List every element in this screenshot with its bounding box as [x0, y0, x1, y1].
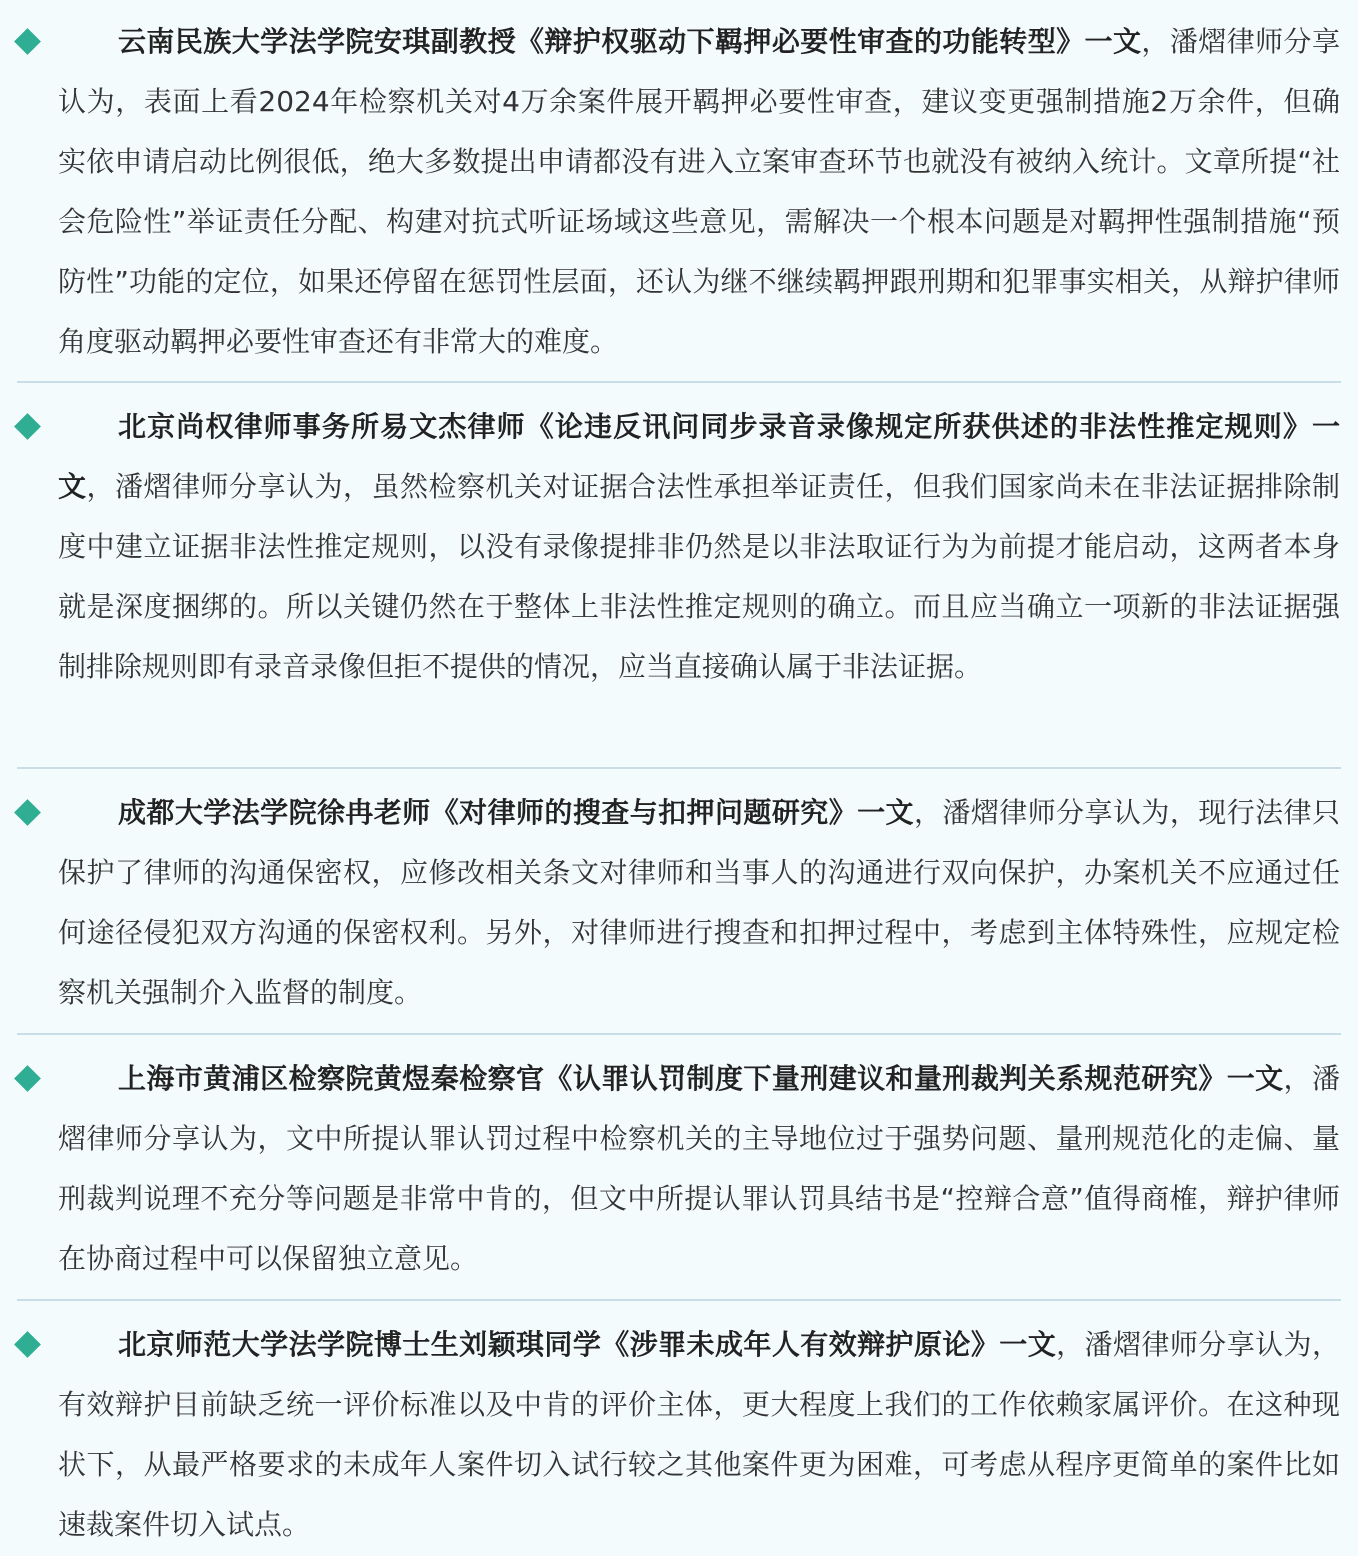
entry-paragraph: [58, 1049, 1340, 1289]
entry-body: ，潘熠律师分享认为，表面上看2024年检察机关对4万余案件展开羁押必要性审查，建议变更强制措施2万余件，但确实依申请启动比例很低，绝大多数提出申请都没有进入立案审查环节也就没有被纳入统计。文章所提“社会危险性”举证责任分配、构建对抗式听证场域这些意见，需解决一个根本问题是对羁押性强制措施“预防性”功能的定位，如果还停留在惩罚性层面，还认为继不继续羁押跟刑期和犯罪事实相关，从辩护律师角度驱动羁押必要性审查还有非常大的难度。: [58, 25, 1340, 358]
divider: [17, 1033, 1341, 1035]
entry-title: 云南民族大学法学院安琪副教授《辩护权驱动下羁押必要性审查的功能转型》一文: [118, 25, 1142, 58]
diamond-icon: [8, 1059, 46, 1097]
entry-body: ，潘熠律师分享认为，文中所提认罪认罚过程中检察机关的主导地位过于强势问题、量刑规范化的走偏、量刑裁判说理不充分等问题是非常中肯的，但文中所提认罪认罚具结书是“控辩合意”值得商榷，辩护律师在协商过程中可以保留独立意见。: [58, 1062, 1340, 1275]
divider: [17, 767, 1341, 769]
entry-body: ，潘熠律师分享认为，有效辩护目前缺乏统一评价标准以及中肯的评价主体，更大程度上我们的工作依赖家属评价。在这种现状下，从最严格要求的未成年人案件切入试行较之其他案件更为困难，可考虑从程序更简单的案件比如速裁案件切入试点。: [58, 1328, 1340, 1541]
diamond-icon: [8, 793, 46, 831]
entry-paragraph: [58, 12, 1340, 372]
diamond-icon: [8, 22, 46, 60]
entry-paragraph: [58, 1315, 1340, 1555]
diamond-icon: [8, 407, 46, 445]
diamond-icon: [8, 1325, 46, 1363]
divider: [17, 1299, 1341, 1301]
entry-paragraph: [58, 783, 1340, 1023]
entry-paragraph: [58, 397, 1340, 697]
entry-body: ，潘熠律师分享认为，虽然检察机关对证据合法性承担举证责任，但我们国家尚未在非法证据排除制度中建立证据非法性推定规则，以没有录像提排非仍然是以非法取证行为为前提才能启动，这两者本身就是深度捆绑的。所以关键仍然在于整体上非法性推定规则的确立。而且应当确立一项新的非法证据强制排除规则即有录音录像但拒不提供的情况，应当直接确认属于非法证据。: [58, 470, 1340, 683]
entry-title: 成都大学法学院徐冉老师《对律师的搜查与扣押问题研究》一文: [118, 796, 914, 829]
entry-title: 上海市黄浦区检察院黄煜秦检察官《认罪认罚制度下量刑建议和量刑裁判关系规范研究》一文: [118, 1062, 1284, 1095]
divider: [17, 381, 1341, 383]
entry-title: 北京尚权律师事务所易文杰律师《论违反讯问同步录音录像规定所获供述的非法性推定规则》一文: [58, 410, 1340, 503]
entry-title: 北京师范大学法学院博士生刘颖琪同学《涉罪未成年人有效辩护原论》一文: [118, 1328, 1057, 1361]
entry-body: ，潘熠律师分享认为，现行法律只保护了律师的沟通保密权，应修改相关条文对律师和当事人的沟通进行双向保护，办案机关不应通过任何途径侵犯双方沟通的保密权利。另外，对律师进行搜查和扣押过程中，考虑到主体特殊性，应规定检察机关强制介入监督的制度。: [58, 796, 1340, 1009]
